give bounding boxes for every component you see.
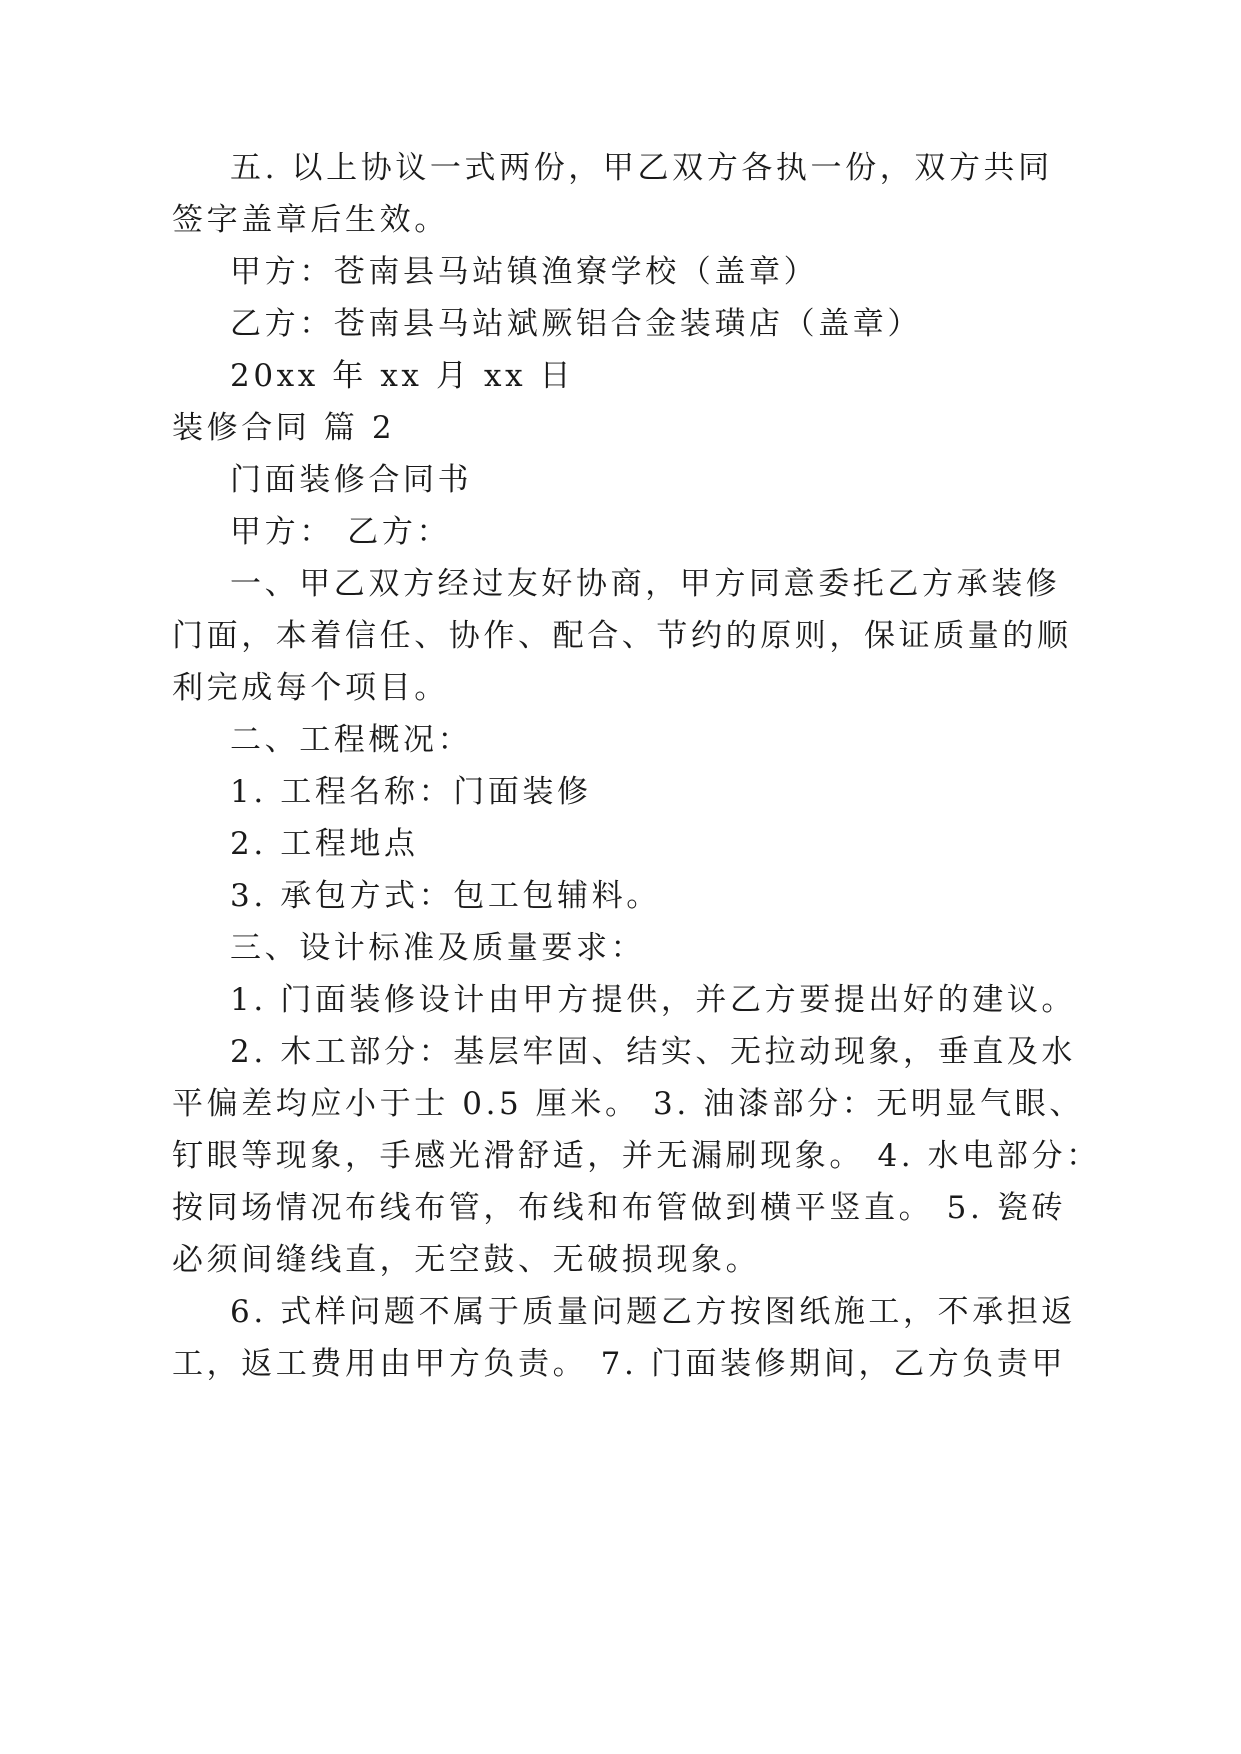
text-line-style-issue: 6. 式样问题不属于质量问题乙方按图纸施工，不承担返 [230, 1294, 1077, 1330]
text-line-wiring-cont: 按同场情况布线布管，布线和布管做到横平竖直。 5. 瓷砖 [172, 1190, 1067, 1226]
text-line-tile-cont: 必须间缝线直，无空鼓、无破损现象。 [172, 1242, 761, 1278]
text-line-carpentry-cont: 平偏差均应小于士 0.5 厘米。 3. 油漆部分：无明显气眼、 [172, 1086, 1084, 1122]
text-line-carpentry: 2. 木工部分：基层牢固、结实、无拉动现象，垂直及水 [230, 1034, 1077, 1070]
text-line-date: 20xx 年 xx 月 xx 日 [230, 358, 575, 394]
contract-title: 门面装修合同书 [230, 462, 473, 498]
text-line-agreement-copies: 五. 以上协议一式两份，甲乙双方各执一份，双方共同 [230, 150, 1053, 186]
text-line-clause-1: 一、甲乙双方经过友好协商，甲方同意委托乙方承装修 [230, 566, 1061, 602]
text-line-paint-cont: 钉眼等现象，手感光滑舒适，并无漏刷现象。 4. 水电部分： [172, 1138, 1101, 1174]
text-line-project-location: 2. 工程地点 [230, 826, 419, 862]
text-line-project-name: 1. 工程名称：门面装修 [230, 774, 592, 810]
text-line-parties: 甲方： 乙方： [230, 514, 452, 550]
text-line-clause-1-end: 利完成每个项目。 [172, 670, 449, 706]
text-line-effective: 签字盖章后生效。 [172, 202, 449, 238]
text-line-design: 1. 门面装修设计由甲方提供，并乙方要提出好的建议。 [230, 982, 1077, 1018]
text-line-rework: 工，返工费用由甲方负责。 7. 门面装修期间，乙方负责甲 [172, 1346, 1067, 1382]
text-line-party-a-seal: 甲方：苍南县马站镇渔寮学校（盖章） [230, 254, 819, 290]
section-heading: 装修合同 篇 2 [172, 410, 396, 446]
text-line-clause-1-cont: 门面，本着信任、协作、配合、节约的原则，保证质量的顺 [172, 618, 1072, 654]
text-line-party-b-seal: 乙方：苍南县马站斌厥铝合金装璜店（盖章） [230, 306, 922, 342]
text-line-clause-2: 二、工程概况： [230, 722, 473, 758]
text-line-clause-3: 三、设计标准及质量要求： [230, 930, 646, 966]
text-line-contract-mode: 3. 承包方式：包工包辅料。 [230, 878, 661, 914]
